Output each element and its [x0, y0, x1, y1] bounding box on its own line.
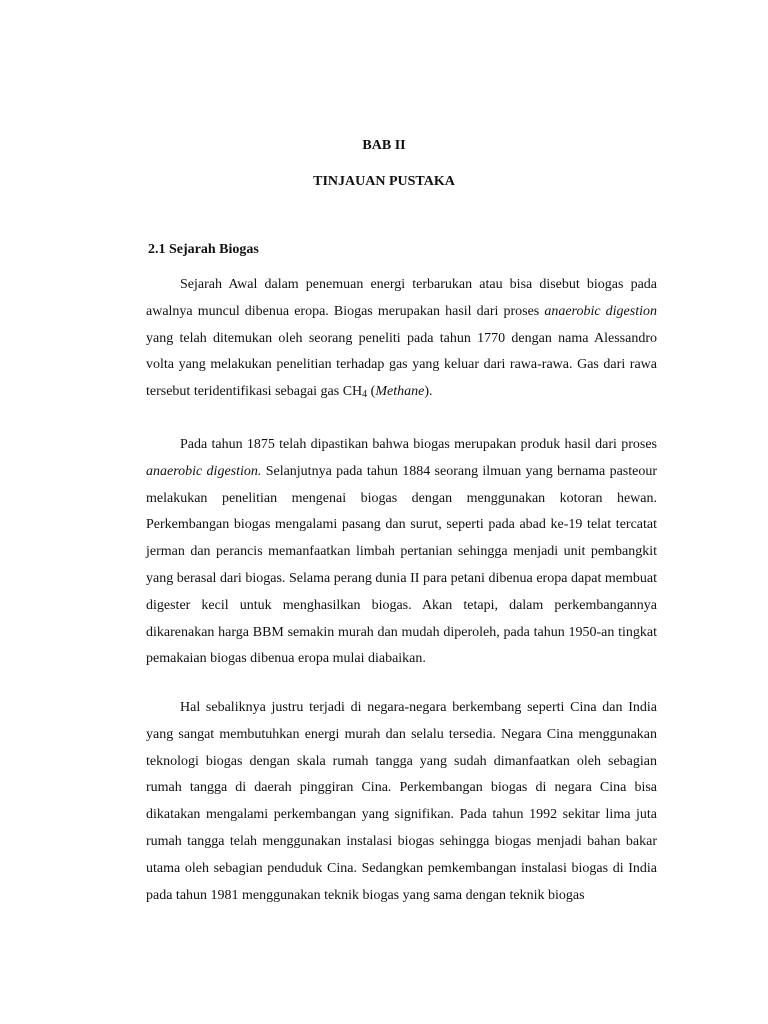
paragraph-1-text-c: yang telah ditemukan oleh seorang peneliti pada tahun 1770 dengan nama Alessandro volta yang melakukan penelitian terhadap gas yang keluar dari rawa-rawa. Gas dari rawa tersebut teridentifikasi sebagai gas CH — [146, 330, 657, 400]
paragraph-1-italic-term: anaerobic digestion — [544, 303, 658, 319]
paragraph-3-text: Hal sebaliknya justru terjadi di negara-negara berkembang seperti Cina dan India yang sangat membutuhkan energi murah dan selalu tersedia. Negara Cina menggunakan teknologi biogas dengan skala rumah tangga yang sudah dimanfaatkan oleh sebagian rumah tangga di daerah pinggiran Cina. Perkembangan biogas di negara Cina bisa dikatakan mengalami perkembangan yang signifikan. Pada tahun 1992 sekitar lima juta rumah tangga telah menggunakan instalasi biogas sehingga biogas menjadi bahan bakar utama oleh sebagian penduduk Cina. Sedangkan pemkembangan instalasi biogas di India pada tahun 1981 menggunakan teknik biogas yang sama dengan teknik biogas — [146, 700, 657, 903]
paragraph-1-text-a: Sejarah Awal dalam penemuan energi terbarukan atau bisa disebut biogas pada awalnya muncul dibenua eropa. Biogas merupakan hasil dari proses — [146, 277, 657, 319]
paragraph-3 — [146, 695, 657, 909]
chapter-number: BAB II — [362, 138, 406, 153]
paragraph-1 — [146, 272, 657, 406]
paragraph-1-italic-methane: Methane — [375, 384, 425, 400]
paragraph-2-text-a: Pada tahun 1875 telah dipastikan bahwa biogas merupakan produk hasil dari proses — [180, 437, 657, 452]
paragraph-2 — [146, 432, 657, 673]
paragraph-1-text-e: ( — [367, 384, 376, 400]
paragraph-1-subscript: 4 — [362, 389, 368, 401]
chapter-title: TINJAUAN PUSTAKA — [313, 174, 455, 189]
paragraph-1-text-g: ). — [424, 384, 433, 400]
paragraph-2-text-c: Selanjutnya pada tahun 1884 seorang ilmuan yang bernama pasteour melakukan penelitian mengenai biogas dengan menggunakan kotoran hewan. Perkembangan biogas mengalami pasang dan surut, seperti pada abad ke-19 telat tercatat jerman dan perancis memanfaatkan limbah pertanian sehingga menjadi unit pembangkit yang berasal dari biogas. Selama perang dunia II para petani dibenua eropa dapat membuat digester kecil untuk menghasilkan biogas. Akan tetapi, dalam perkembangannya dikarenakan harga BBM semakin murah dan mudah diperoleh, pada tahun 1950-an tingkat pemakaian biogas dibenua eropa mulai diabaikan. — [146, 463, 658, 667]
paragraph-2-italic-term: anaerobic digestion. — [146, 463, 262, 479]
section-heading: 2.1 Sejarah Biogas — [148, 242, 259, 257]
